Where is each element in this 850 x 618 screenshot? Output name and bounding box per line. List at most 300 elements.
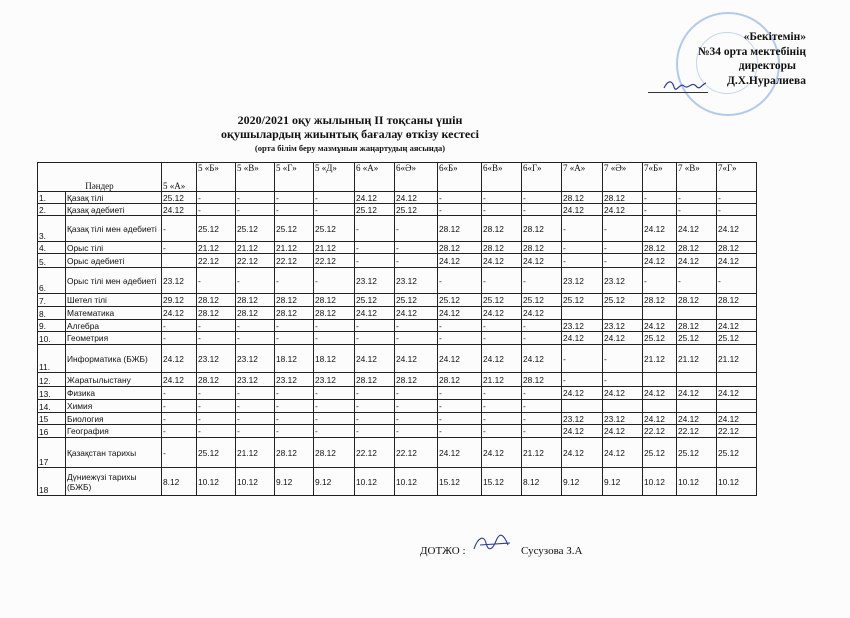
- table-row: [38, 345, 757, 373]
- date-cell: -: [438, 192, 482, 204]
- date-cell: 23.12: [562, 413, 603, 425]
- date-cell: -: [275, 320, 314, 332]
- date-cell: -: [236, 400, 275, 413]
- date-cell: 18.12: [314, 345, 355, 373]
- date-cell: 25.12: [314, 216, 355, 242]
- date-cell: -: [677, 204, 717, 216]
- table-row: [38, 400, 757, 413]
- row-number: 9.: [38, 320, 66, 332]
- date-cell: 24.12: [603, 425, 643, 438]
- date-cell: 28.12: [438, 216, 482, 242]
- date-cell: -: [275, 413, 314, 425]
- date-cell: 28.12: [677, 242, 717, 254]
- class-header: 5 «А»: [162, 163, 197, 192]
- class-header: 5 «Д»: [314, 163, 355, 192]
- class-header: 7 «Ә»: [603, 163, 643, 192]
- date-cell: -: [314, 413, 355, 425]
- class-header: 5 «Г»: [275, 163, 314, 192]
- date-cell: -: [314, 387, 355, 400]
- date-cell: -: [355, 216, 395, 242]
- class-header: 5 «В»: [236, 163, 275, 192]
- date-cell: 28.12: [236, 294, 275, 307]
- date-cell: 22.12: [314, 254, 355, 268]
- date-cell: 24.12: [603, 387, 643, 400]
- date-cell: 23.12: [562, 320, 603, 332]
- date-cell: -: [275, 192, 314, 204]
- approval-line3: директоры: [738, 60, 796, 72]
- date-cell: -: [355, 242, 395, 254]
- date-cell: 25.12: [643, 332, 677, 345]
- date-cell: [562, 400, 603, 413]
- table-row: [38, 425, 757, 438]
- date-cell: -: [275, 387, 314, 400]
- table-row: [38, 413, 757, 425]
- date-cell: 28.12: [717, 242, 757, 254]
- date-cell: 23.12: [314, 373, 355, 387]
- date-cell: -: [522, 413, 562, 425]
- date-cell: -: [162, 332, 197, 345]
- schedule-table: [37, 162, 757, 496]
- subject-cell: Алгебра: [66, 320, 162, 332]
- approval-line2: №34 орта мектебінің: [697, 45, 806, 58]
- date-cell: 25.12: [197, 216, 236, 242]
- date-cell: -: [603, 373, 643, 387]
- date-cell: 9.12: [562, 468, 603, 496]
- date-cell: -: [603, 242, 643, 254]
- subject-cell: Қазақ тілі мен әдебиеті: [66, 216, 162, 242]
- date-cell: -: [197, 268, 236, 294]
- date-cell: 10.12: [395, 468, 438, 496]
- date-cell: 21.12: [275, 242, 314, 254]
- subject-cell: Физика: [66, 387, 162, 400]
- date-cell: -: [395, 320, 438, 332]
- date-cell: [677, 400, 717, 413]
- table-row: [38, 242, 757, 254]
- date-cell: -: [314, 320, 355, 332]
- date-cell: 8.12: [522, 468, 562, 496]
- date-cell: -: [562, 254, 603, 268]
- date-cell: 28.12: [643, 294, 677, 307]
- date-cell: 28.12: [314, 294, 355, 307]
- date-cell: -: [355, 254, 395, 268]
- date-cell: 24.12: [643, 216, 677, 242]
- date-cell: -: [643, 192, 677, 204]
- date-cell: 28.12: [603, 192, 643, 204]
- date-cell: 25.12: [395, 294, 438, 307]
- date-cell: 28.12: [236, 307, 275, 320]
- date-cell: -: [355, 387, 395, 400]
- row-number: 1.: [38, 192, 66, 204]
- date-cell: 24.12: [677, 254, 717, 268]
- date-cell: 25.12: [677, 438, 717, 468]
- date-cell: -: [522, 387, 562, 400]
- date-cell: 25.12: [717, 332, 757, 345]
- row-number: 5.: [38, 254, 66, 268]
- table-row: [38, 307, 757, 320]
- date-cell: -: [677, 192, 717, 204]
- date-cell: 25.12: [643, 438, 677, 468]
- date-cell: -: [562, 373, 603, 387]
- date-cell: 24.12: [522, 307, 562, 320]
- row-number: 14.: [38, 400, 66, 413]
- date-cell: -: [314, 268, 355, 294]
- date-cell: -: [395, 242, 438, 254]
- date-cell: 28.12: [482, 216, 522, 242]
- date-cell: 24.12: [603, 438, 643, 468]
- date-cell: 25.12: [355, 204, 395, 216]
- schedule-body: [38, 192, 757, 496]
- date-cell: 9.12: [314, 468, 355, 496]
- date-cell: 24.12: [395, 307, 438, 320]
- director-signature: [662, 78, 708, 92]
- date-cell: -: [162, 400, 197, 413]
- date-cell: 24.12: [522, 345, 562, 373]
- date-cell: 28.12: [522, 242, 562, 254]
- date-cell: -: [162, 438, 197, 468]
- table-row: [38, 387, 757, 400]
- date-cell: -: [677, 268, 717, 294]
- subject-cell: Жаратылыстану: [66, 373, 162, 387]
- row-number: 15: [38, 413, 66, 425]
- date-cell: -: [314, 204, 355, 216]
- date-cell: 28.12: [522, 373, 562, 387]
- date-cell: 23.12: [162, 268, 197, 294]
- date-cell: -: [395, 387, 438, 400]
- subject-cell: Дүниежүзі тарихы (БЖБ): [66, 468, 162, 496]
- class-header: 6«Ә»: [395, 163, 438, 192]
- date-cell: -: [197, 400, 236, 413]
- table-row: [38, 332, 757, 345]
- date-cell: -: [275, 425, 314, 438]
- date-cell: 28.12: [275, 307, 314, 320]
- date-cell: 28.12: [482, 242, 522, 254]
- date-cell: 24.12: [717, 254, 757, 268]
- date-cell: -: [236, 387, 275, 400]
- date-cell: -: [355, 400, 395, 413]
- date-cell: 10.12: [197, 468, 236, 496]
- date-cell: 24.12: [162, 204, 197, 216]
- approval-line4: Д.Х.Нуралиева: [726, 74, 806, 87]
- date-cell: [717, 307, 757, 320]
- date-cell: 10.12: [643, 468, 677, 496]
- date-cell: -: [603, 254, 643, 268]
- document-title: [0, 113, 700, 155]
- date-cell: 28.12: [522, 216, 562, 242]
- date-cell: -: [162, 425, 197, 438]
- date-cell: -: [482, 413, 522, 425]
- date-cell: -: [482, 268, 522, 294]
- signature-line: [648, 92, 708, 93]
- subject-cell: Орыс әдебиеті: [66, 254, 162, 268]
- date-cell: -: [314, 400, 355, 413]
- date-cell: 28.12: [355, 373, 395, 387]
- subject-cell: Орыс тілі: [66, 242, 162, 254]
- row-number: 17: [38, 438, 66, 468]
- date-cell: -: [197, 387, 236, 400]
- date-cell: [162, 254, 197, 268]
- date-cell: [643, 400, 677, 413]
- table-row: [38, 254, 757, 268]
- date-cell: 22.12: [236, 254, 275, 268]
- date-cell: 24.12: [562, 438, 603, 468]
- row-number: 6.: [38, 268, 66, 294]
- date-cell: -: [438, 400, 482, 413]
- date-cell: 23.12: [603, 413, 643, 425]
- date-cell: 24.12: [162, 345, 197, 373]
- date-cell: -: [522, 192, 562, 204]
- class-header: 6 «А»: [355, 163, 395, 192]
- date-cell: 24.12: [717, 387, 757, 400]
- date-cell: 28.12: [677, 294, 717, 307]
- date-cell: -: [395, 216, 438, 242]
- table-row: [38, 373, 757, 387]
- date-cell: 23.12: [395, 268, 438, 294]
- date-cell: 22.12: [677, 425, 717, 438]
- date-cell: 23.12: [275, 373, 314, 387]
- date-cell: 28.12: [275, 294, 314, 307]
- date-cell: -: [236, 320, 275, 332]
- date-cell: -: [717, 192, 757, 204]
- date-cell: -: [562, 216, 603, 242]
- subject-header: Пәндер: [38, 163, 162, 192]
- date-cell: -: [522, 320, 562, 332]
- date-cell: 24.12: [395, 345, 438, 373]
- date-cell: 23.12: [355, 268, 395, 294]
- class-header: 7 «А»: [562, 163, 603, 192]
- subject-cell: Геометрия: [66, 332, 162, 345]
- date-cell: -: [522, 268, 562, 294]
- table-row: [38, 320, 757, 332]
- row-number: 12.: [38, 373, 66, 387]
- date-cell: 15.12: [438, 468, 482, 496]
- date-cell: 21.12: [314, 242, 355, 254]
- date-cell: 24.12: [677, 413, 717, 425]
- date-cell: -: [438, 268, 482, 294]
- date-cell: 25.12: [197, 438, 236, 468]
- date-cell: 28.12: [677, 320, 717, 332]
- date-cell: 28.12: [197, 373, 236, 387]
- date-cell: -: [275, 204, 314, 216]
- date-cell: 24.12: [643, 413, 677, 425]
- date-cell: 24.12: [562, 425, 603, 438]
- date-cell: -: [438, 413, 482, 425]
- date-cell: -: [236, 425, 275, 438]
- table-row: [38, 204, 757, 216]
- date-cell: -: [355, 425, 395, 438]
- date-cell: 24.12: [482, 438, 522, 468]
- date-cell: -: [162, 216, 197, 242]
- subject-cell: Қазақстан тарихы: [66, 438, 162, 468]
- date-cell: [562, 307, 603, 320]
- header-row: [38, 163, 757, 192]
- date-cell: 25.12: [717, 438, 757, 468]
- subject-cell: Шетел тілі: [66, 294, 162, 307]
- date-cell: -: [162, 242, 197, 254]
- date-cell: 24.12: [603, 204, 643, 216]
- date-cell: 23.12: [236, 345, 275, 373]
- date-cell: 23.12: [603, 320, 643, 332]
- date-cell: 22.12: [197, 254, 236, 268]
- date-cell: -: [275, 268, 314, 294]
- date-cell: 24.12: [395, 192, 438, 204]
- date-cell: -: [236, 192, 275, 204]
- date-cell: 24.12: [482, 254, 522, 268]
- subject-cell: Химия: [66, 400, 162, 413]
- date-cell: 24.12: [717, 413, 757, 425]
- date-cell: -: [717, 268, 757, 294]
- date-cell: 25.12: [236, 216, 275, 242]
- date-cell: 24.12: [355, 345, 395, 373]
- date-cell: -: [197, 332, 236, 345]
- date-cell: -: [603, 345, 643, 373]
- date-cell: [643, 373, 677, 387]
- date-cell: 28.12: [717, 294, 757, 307]
- date-cell: -: [275, 332, 314, 345]
- date-cell: -: [395, 413, 438, 425]
- table-row: [38, 438, 757, 468]
- date-cell: 25.12: [162, 192, 197, 204]
- row-number: 4.: [38, 242, 66, 254]
- date-cell: 28.12: [438, 242, 482, 254]
- class-header: 7«Б»: [643, 163, 677, 192]
- date-cell: 24.12: [438, 345, 482, 373]
- coordinator-signature: [470, 533, 514, 555]
- date-cell: -: [314, 425, 355, 438]
- date-cell: 22.12: [275, 254, 314, 268]
- date-cell: 25.12: [562, 294, 603, 307]
- date-cell: -: [482, 400, 522, 413]
- date-cell: 24.12: [355, 192, 395, 204]
- date-cell: 24.12: [643, 254, 677, 268]
- date-cell: 24.12: [562, 332, 603, 345]
- date-cell: 24.12: [482, 307, 522, 320]
- date-cell: 24.12: [522, 254, 562, 268]
- date-cell: 28.12: [275, 438, 314, 468]
- date-cell: 8.12: [162, 468, 197, 496]
- date-cell: 24.12: [438, 254, 482, 268]
- date-cell: 28.12: [438, 373, 482, 387]
- date-cell: 24.12: [562, 387, 603, 400]
- date-cell: 28.12: [197, 294, 236, 307]
- date-cell: 18.12: [275, 345, 314, 373]
- date-cell: -: [314, 192, 355, 204]
- row-number: 7.: [38, 294, 66, 307]
- date-cell: 9.12: [275, 468, 314, 496]
- class-header: 6«Г»: [522, 163, 562, 192]
- date-cell: [677, 373, 717, 387]
- date-cell: [717, 373, 757, 387]
- date-cell: 10.12: [677, 468, 717, 496]
- date-cell: -: [197, 204, 236, 216]
- date-cell: -: [236, 268, 275, 294]
- class-header: 7 «В»: [677, 163, 717, 192]
- date-cell: 28.12: [314, 438, 355, 468]
- footer-name: Сусузова З.А: [521, 545, 583, 557]
- subject-cell: Қазақ әдебиеті: [66, 204, 162, 216]
- date-cell: 24.12: [603, 332, 643, 345]
- date-cell: 24.12: [643, 320, 677, 332]
- subject-cell: Биология: [66, 413, 162, 425]
- date-cell: 24.12: [562, 204, 603, 216]
- date-cell: 21.12: [677, 345, 717, 373]
- date-cell: 23.12: [562, 268, 603, 294]
- date-cell: -: [197, 320, 236, 332]
- date-cell: 28.12: [314, 307, 355, 320]
- date-cell: 21.12: [717, 345, 757, 373]
- date-cell: 25.12: [355, 294, 395, 307]
- date-cell: [603, 400, 643, 413]
- date-cell: -: [355, 413, 395, 425]
- date-cell: [677, 307, 717, 320]
- date-cell: -: [162, 413, 197, 425]
- date-cell: 28.12: [562, 192, 603, 204]
- table-row: [38, 294, 757, 307]
- date-cell: -: [522, 332, 562, 345]
- date-cell: 22.12: [355, 438, 395, 468]
- footer-label: ДОТЖО :: [420, 545, 466, 557]
- date-cell: 24.12: [162, 373, 197, 387]
- row-number: 8.: [38, 307, 66, 320]
- date-cell: 24.12: [717, 216, 757, 242]
- date-cell: 22.12: [717, 425, 757, 438]
- date-cell: -: [355, 332, 395, 345]
- date-cell: 21.12: [236, 438, 275, 468]
- date-cell: -: [438, 425, 482, 438]
- date-cell: -: [482, 387, 522, 400]
- date-cell: -: [438, 332, 482, 345]
- date-cell: 24.12: [162, 307, 197, 320]
- date-cell: 24.12: [717, 320, 757, 332]
- date-cell: 21.12: [643, 345, 677, 373]
- date-cell: 23.12: [603, 268, 643, 294]
- date-cell: 21.12: [197, 242, 236, 254]
- date-cell: 24.12: [438, 438, 482, 468]
- date-cell: 29.12: [162, 294, 197, 307]
- date-cell: 21.12: [482, 373, 522, 387]
- subject-cell: Орыс тілі мен әдебиеті: [66, 268, 162, 294]
- title-line3: (орта білім беру мазмұнын жаңартудың аясында): [254, 143, 446, 153]
- date-cell: 23.12: [197, 345, 236, 373]
- date-cell: -: [395, 254, 438, 268]
- date-cell: 9.12: [603, 468, 643, 496]
- row-number: 13.: [38, 387, 66, 400]
- subject-cell: География: [66, 425, 162, 438]
- date-cell: -: [236, 413, 275, 425]
- date-cell: -: [522, 425, 562, 438]
- date-cell: 28.12: [643, 242, 677, 254]
- date-cell: 24.12: [355, 307, 395, 320]
- class-header: 7«Г»: [717, 163, 757, 192]
- title-line2: оқушылардың жиынтық бағалау өткізу кестесі: [221, 127, 479, 141]
- date-cell: [603, 307, 643, 320]
- date-cell: -: [275, 400, 314, 413]
- date-cell: -: [197, 413, 236, 425]
- date-cell: -: [438, 320, 482, 332]
- date-cell: 23.12: [236, 373, 275, 387]
- approval-line1: «Бекітемін»: [743, 31, 806, 43]
- date-cell: -: [482, 332, 522, 345]
- table-row: [38, 192, 757, 204]
- date-cell: 28.12: [395, 373, 438, 387]
- subject-cell: Информатика (БЖБ): [66, 345, 162, 373]
- date-cell: -: [643, 268, 677, 294]
- date-cell: [717, 400, 757, 413]
- approval-block: [698, 30, 806, 88]
- date-cell: -: [438, 204, 482, 216]
- date-cell: 24.12: [482, 345, 522, 373]
- date-cell: 25.12: [275, 216, 314, 242]
- date-cell: -: [395, 400, 438, 413]
